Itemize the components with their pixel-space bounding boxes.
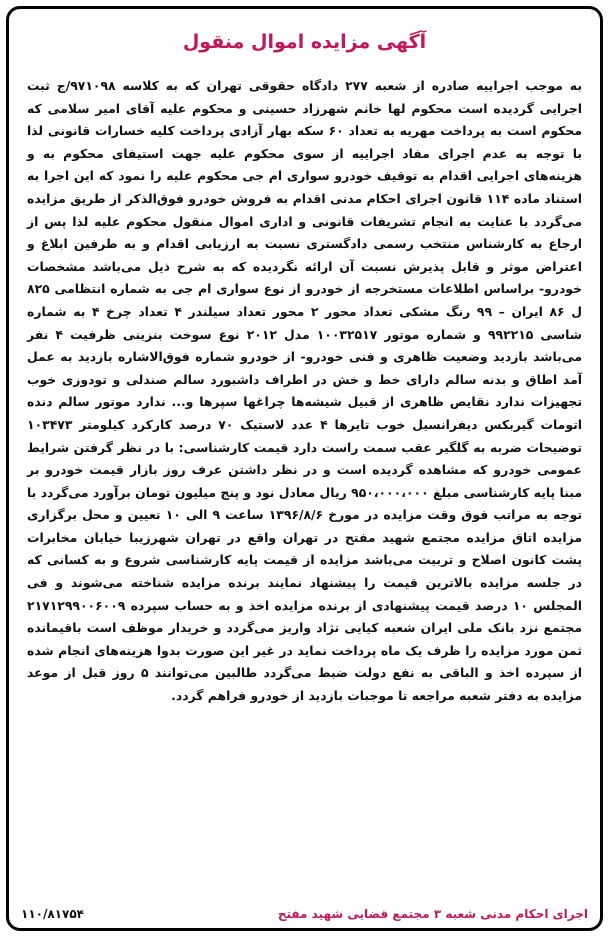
notice-body: به موجب اجراییه صادره از شعبه ۲۷۷ دادگاه حقوقی تهران که به کلاسه ۹۷۱۰۹۸/ج ثبت اجرایی گردیده است محکوم لها خانم شهرزاد حسینی و محکوم علیه آقای امیر سلامی که محکوم است به پرداخت مهریه به تعداد ۶۰ سکه بهار آزادی پرداخت کلیه خسارات قانونی لذا با توجه به عدم اجرای مفاد اجراییه از سوی محکوم علیه جهت استیفای محکوم به و هزینه‌های اجرایی اقدام به توقیف خودرو سواری ام جی محکوم علیه را نمود که این اجرا به استناد ماده ۱۱۴ قانون اجرای احکام مدنی اقدام به فروش خودرو فوق‌الذکر از طریق مزایده می‌گردد با عنایت به انجام تشریفات قانونی و اداری اموال منقول محکوم علیه لذا پس از ارجاع به کارشناس منتخب رسمی دادگستری نسبت به ارزیابی اقدام و به طرفین ابلاغ و اعتراض موثر و قابل پذیرش نسبت آن ارائه نگردیده که به شرح ذیل می‌باشد مشخصات خودرو- براساس اطلاعات مستخرجه از خودرو از نوع سواری ام جی به شماره انتظامی ۸۲۵ ل ۸۶ ایران – ۹۹ رنگ مشکی تعداد محور ۲ محور تعداد سیلندر ۴ تعداد چرخ ۴ به شماره شاسی ۹۹۲۲۱۵ و شماره موتور ۱۰۰۳۲۵۱۷ مدل ۲۰۱۲ نوع سوخت بنزینی ظرفیت ۴ نفر می‌باشد بازدید وضعیت ظاهری و فنی خودرو- از خودرو شماره فوق‌الاشاره بازدید به عمل آمد اطاق و بدنه سالم دارای خط و خش در اطراف داشبورد سالم صندلی و تودوزی خوب تجهیزات ندارد نقایص ظاهری از قبیل شیشه‌ها چراغها سپرها و... ندارد موتور سالم دنده اتومات گیربکس دیفرانسیل خوب تایرها ۴ عدد لاستیک ۷۰ درصد کارکرد کیلومتر ۱۰۳۴۷۳ توضیحات ضربه به گلگیر عقب سمت راست دارد قیمت کارشناسی: با در نظر گرفتن شرایط عمومی خودرو که مشاهده گردیده است و در نظر داشتن عرف روز بازار قیمت خودرو بر مبنا پایه کارشناسی مبلغ ۹۵۰،۰۰۰،۰۰۰ ریال معادل نود و پنج میلیون تومان برآورد می‌گردد با توجه به مراتب فوق وقت مزایده در مورخ ۱۳۹۶/۸/۶ ساعت ۹ الی ۱۰ تعیین و محل برگزاری مزایده اتاق مزایده مجتمع شهید مفتح در تهران واقع در تهران شهرزیبا خیابان مخابرات پشت کانون اصلاح و تربیت می‌باشد مزایده از قیمت پایه کارشناسی شروع و به کسانی که در جلسه مزایده بالاترین قیمت را پیشنهاد نمایند برنده مزایده شناخته می‌شوند و فی المجلس ۱۰ درصد قیمت پیشنهادی از برنده مزایده اخذ و به حساب سپرده ۲۱۷۱۲۹۹۰۰۶۰۰۹ مجتمع نزد بانک ملی ایران شعبه کیایی نژاد واریز می‌گردد و خریدار موظف است باقیمانده ثمن مورد مزایده را ظرف یک ماه پرداخت نماید در غیر این صورت بدوا هزینه‌های انجام شده از سپرده اخذ و الباقی به نفع دولت ضبط می‌گردد طالبین می‌توانند ۵ روز قبل از موعد مزایده به دفتر شعبه مراجعه تا موجبات بازدید از خودرو فراهم گردد. xyxy=(27,78,583,704)
notice-title: آگهی مزایده اموال منقول xyxy=(182,31,427,53)
issuer-signature: اجرای احکام مدنی شعبه ۳ مجتمع قضایی شهید مفتح xyxy=(277,907,588,921)
reference-number: ۱۱۰/۸۱۷۵۴ xyxy=(21,907,84,921)
notice-frame xyxy=(6,6,603,931)
notice-footer xyxy=(21,907,588,921)
